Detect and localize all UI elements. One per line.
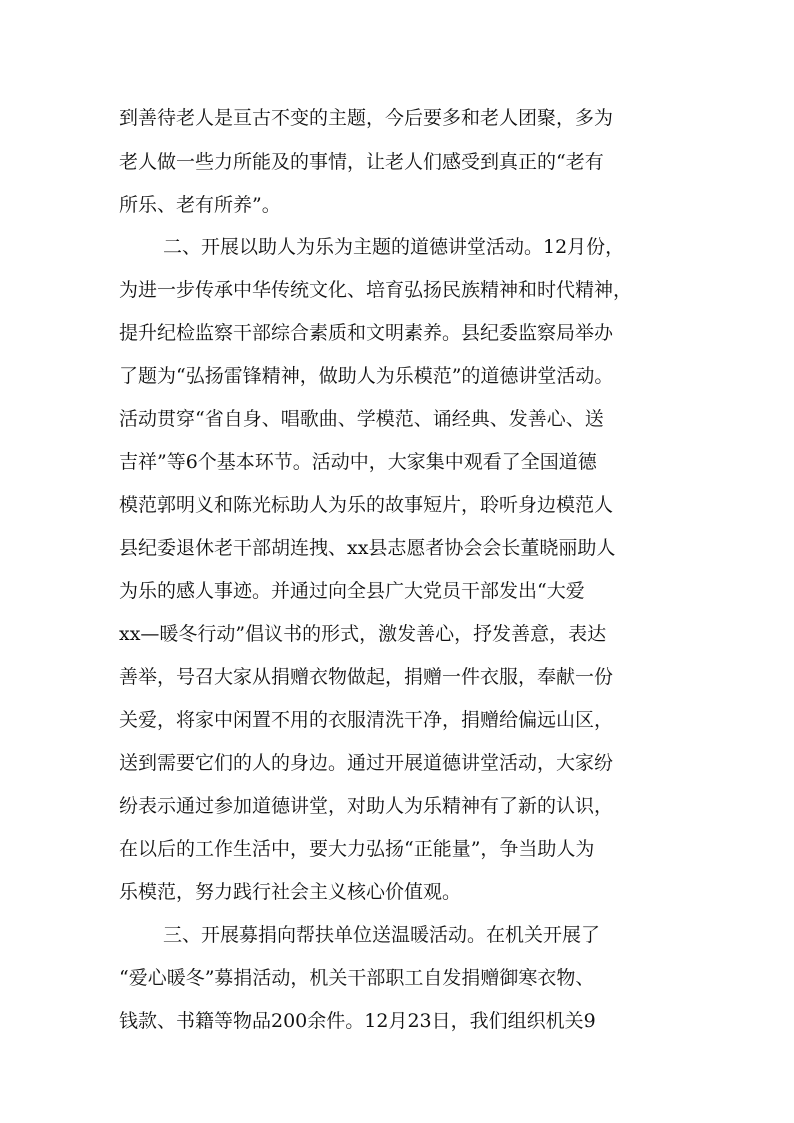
text-line: 为乐的感人事迹。并通过向全县广大党员干部发出“大爱 (119, 580, 585, 602)
paragraph-start-line: 二、开展以助人为乐为主题的道德讲堂活动。12月份， (163, 236, 625, 258)
text-line: xx—暖冬行动”倡议书的形式，激发善心，抒发善意，表达 (119, 623, 607, 645)
text-line: 到善待老人是亘古不变的主题，今后要多和老人团聚，多为 (119, 107, 614, 129)
text-line: 关爱，将家中闲置不用的衣服清洗干净，捐赠给偏远山区， (119, 709, 614, 731)
text-line: 了题为“弘扬雷锋精神，做助人为乐模范”的道德讲堂活动。 (119, 365, 614, 387)
text-line: 所乐、老有所养”。 (119, 194, 281, 216)
text-line: 乐模范，努力践行社会主义核心价值观。 (119, 881, 462, 903)
text-line: 送到需要它们的人的身边。通过开展道德讲堂活动，大家纷 (119, 752, 614, 774)
text-line: 模范郭明义和陈光标助人为乐的故事短片，聆听身边模范人 (119, 494, 614, 516)
text-line: 吉祥”等6个基本环节。活动中，大家集中观看了全国道德 (119, 451, 597, 473)
text-line: 善举，号召大家从捐赠衣物做起，捐赠一件衣服，奉献一份 (119, 666, 614, 688)
text-line: 在以后的工作生活中，要大力弘扬“正能量”，争当助人为 (119, 838, 595, 860)
text-line: 县纪委退休老干部胡连拽、xx县志愿者协会会长董晓丽助人 (119, 537, 616, 559)
text-line: 活动贯穿“省自身、唱歌曲、学模范、诵经典、发善心、送 (119, 408, 604, 430)
text-line: 提升纪检监察干部综合素质和文明素养。县纪委监察局举办 (119, 322, 614, 344)
text-line: 老人做一些力所能及的事情，让老人们感受到真正的“老有 (119, 151, 604, 173)
paragraph-start-line: 三、开展募捐向帮扶单位送温暖活动。在机关开展了 (163, 924, 601, 946)
text-line: “爱心暖冬”募捐活动，机关干部职工自发捐赠御寒衣物、 (119, 967, 595, 989)
text-line: 钱款、书籍等物品200余件。12月23日，我们组织机关9 (119, 1010, 596, 1032)
text-line: 为进一步传承中华传统文化、培育弘扬民族精神和时代精神， (119, 279, 633, 301)
text-line: 纷表示通过参加道德讲堂，对助人为乐精神有了新的认识， (119, 795, 614, 817)
